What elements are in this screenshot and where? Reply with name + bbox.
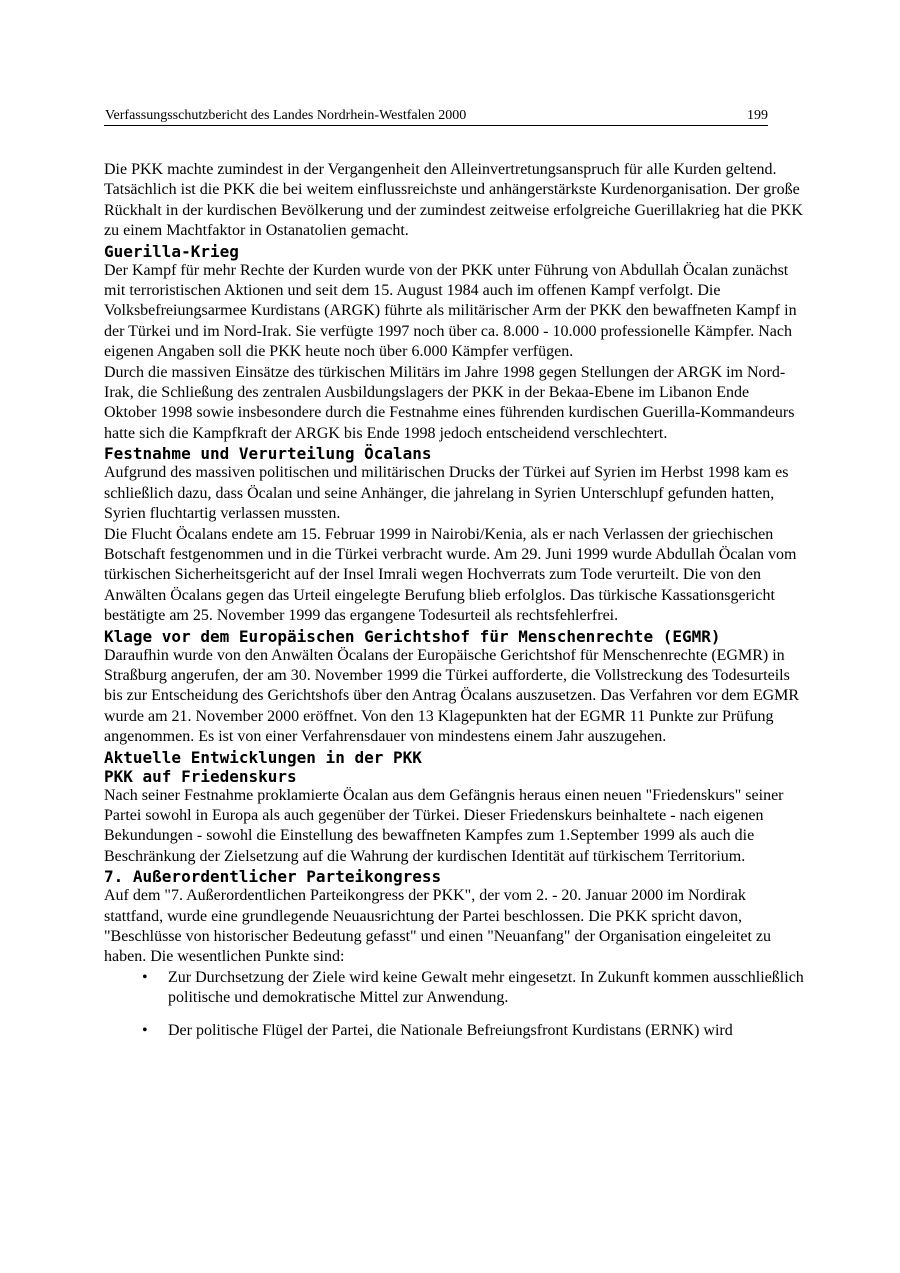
section-heading-arrest: Festnahme und Verurteilung Öcalans	[104, 444, 432, 464]
guerilla-paragraph-2: Durch die massiven Einsätze des türkischen Militärs im Jahre 1998 gegen Stellungen der ARGK im Nord-Irak, die Schließung des zentralen Ausbildungslagers der PKK in der Bekaa-Ebene im Libanon Ende Oktober 1998 sowie insbesondere durch die Festnahme eines führenden kurdischen Guerilla-Kommandeurs hatte sich die Kampfkraft der ARGK bis Ende 1998 jedoch entscheidend verschlechtert.	[104, 363, 795, 442]
list-item	[104, 968, 804, 1009]
arrest-paragraph-2: Die Flucht Öcalans endete am 15. Februar 1999 in Nairobi/Kenia, als er nach Verlassen der griechischen Botschaft festgenommen und in die Türkei verbracht wurde. Am 29. Juni 1999 wurde Abdullah Öcalan vom türkischen Sicherheitsgericht auf der Insel Imrali wegen Hochverrats zum Tode verurteilt. Die von den Anwälten Öcalans gegen das Urteil eingelegte Berufung blieb erfolglos. Das türkische Kassationsgericht bestätigte am 25. November 1999 das ergangene Todesurteil als rechtsfehlerfrei.	[104, 525, 797, 625]
header-title: Verfassungsschutzbericht des Landes Nordrhein-Westfalen 2000	[105, 108, 467, 123]
section-heading-developments: Aktuelle Entwicklungen in der PKK	[104, 747, 422, 767]
egmr-paragraph: Daraufhin wurde von den Anwälten Öcalans der Europäische Gerichtshof für Menschenrechte (EGMR) in Straßburg angerufen, der am 30. November 1999 die Türkei aufforderte, die Vollstreckung des Todesurteils bis zur Entscheidung des Gerichtshofs über den Antrag Öcalans auszusetzen. Das Verfahren vor dem EGMR wurde am 21. November 2000 eröffnet. Von den 13 Klagepunkten hat der EGMR 11 Punkte zur Prüfung angenommen. Es ist von einer Verfahrensdauer von mindestens einem Jahr auszugehen.	[104, 646, 800, 746]
section-heading-congress: 7. Außerordentlicher Parteikongress	[104, 867, 442, 887]
peace-paragraph: Nach seiner Festnahme proklamierte Öcalan aus dem Gefängnis heraus einen neuen "Friedenskurs" seiner Partei sowohl in Europa als auch gegenüber der Türkei. Dieser Friedenskurs beinhaltete - nach eigenen Bekundungen - sowohl die Einstellung des bewaffneten Kampfes zum 1.September 1999 als auch die Beschränkung der Zielsetzung auf die Wahrung der kurdischen Identität auf türkischem Territorium.	[104, 786, 784, 865]
bullet-icon: •	[142, 968, 148, 986]
page-content	[104, 160, 804, 1053]
section-heading-guerilla: Guerilla-Krieg	[104, 241, 239, 261]
running-header	[104, 107, 768, 126]
page-number: 199	[747, 108, 768, 123]
list-item-text: Zur Durchsetzung der Ziele wird keine Gewalt mehr eingesetzt. In Zukunft kommen ausschließlich politische und demokratische Mittel zur Anwendung.	[168, 968, 804, 1007]
bullet-list	[104, 968, 804, 1041]
section-heading-egmr: Klage vor dem Europäischen Gerichtshof für Menschenrechte (EGMR)	[104, 626, 721, 646]
intro-paragraph: Die PKK machte zumindest in der Vergangenheit den Alleinvertretungsanspruch für alle Kurden geltend. Tatsächlich ist die PKK die bei weitem einflussreichste und anhängerstärkste Kurdenorganisation. Der große Rückhalt in der kurdischen Bevölkerung und der zumindest zeitweise erfolgreiche Guerillakrieg hat die PKK zu einem Machtfaktor in Ostanatolien gemacht.	[104, 161, 803, 240]
list-item-text: Der politische Flügel der Partei, die Nationale Befreiungsfront Kurdistans (ERNK) wird	[168, 1021, 733, 1039]
guerilla-paragraph-1: Der Kampf für mehr Rechte der Kurden wurde von der PKK unter Führung von Abdullah Öcalan zunächst mit terroristischen Aktionen und seit dem 15. August 1984 auch im offenen Kampf verfolgt. Die Volksbefreiungsarmee Kurdistans (ARGK) führte als militärischer Arm der PKK den bewaffneten Kampf in der Türkei und im Nord-Irak. Sie verfügte 1997 noch über ca. 8.000 - 10.000 professionelle Kämpfer. Nach eigenen Angaben soll die PKK heute noch über 6.000 Kämpfer verfügen.	[104, 261, 797, 361]
arrest-paragraph-1: Aufgrund des massiven politischen und militärischen Drucks der Türkei auf Syrien im Herbst 1998 kam es schließlich dazu, dass Öcalan und seine Anhänger, die jahrelang in Syrien Unterschlupf gefunden hatten, Syrien fluchtartig verlassen mussten.	[104, 464, 789, 523]
bullet-icon: •	[142, 1021, 148, 1039]
section-heading-peace: PKK auf Friedenskurs	[104, 766, 297, 786]
congress-paragraph: Auf dem "7. Außerordentlichen Parteikongress der PKK", der vom 2. - 20. Januar 2000 im Nordirak stattfand, wurde eine grundlegende Neuausrichtung der Partei beschlossen. Die PKK spricht davon, "Beschlüsse von historischer Bedeutung gefasst" und einen "Neuanfang" der Organisation eingeleitet zu haben. Die wesentlichen Punkte sind:	[104, 887, 771, 966]
list-item	[104, 1021, 804, 1041]
